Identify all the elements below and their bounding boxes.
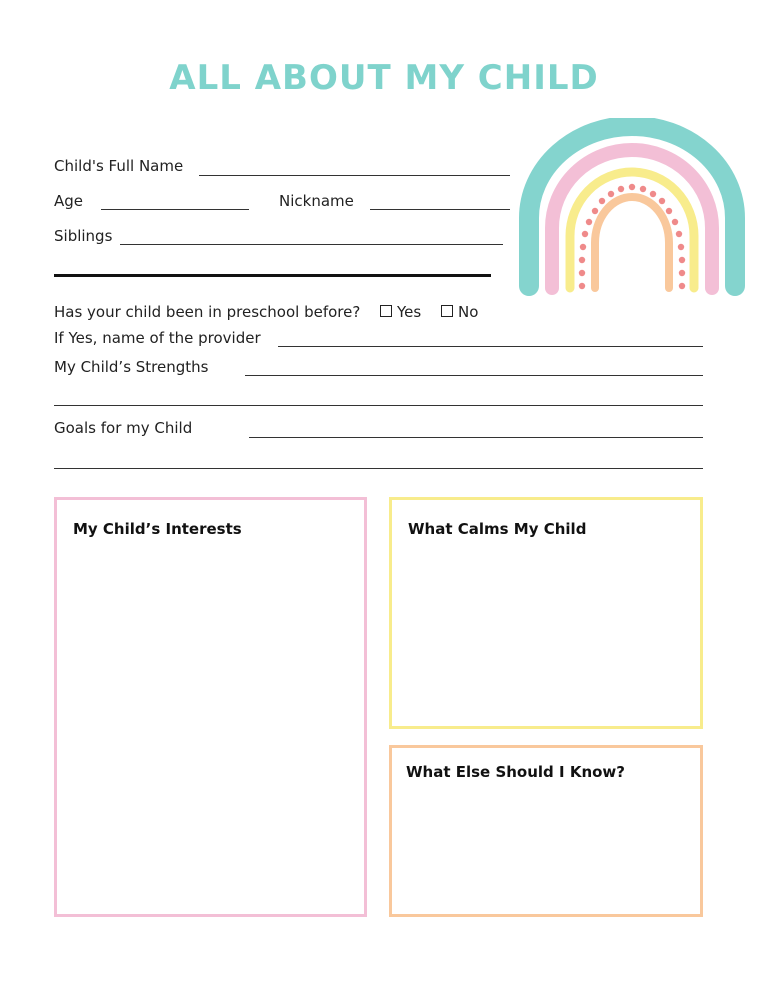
else-box-title: What Else Should I Know?	[406, 763, 625, 781]
section-divider	[54, 274, 491, 277]
rainbow-illustration	[515, 118, 750, 303]
provider-label: If Yes, name of the provider	[54, 329, 261, 347]
goals-label: Goals for my Child	[54, 419, 193, 437]
nickname-label: Nickname	[279, 192, 354, 210]
strengths-label: My Child’s Strengths	[54, 358, 209, 376]
preschool-question: Has your child been in preschool before?	[54, 303, 361, 321]
calms-box-title: What Calms My Child	[408, 520, 587, 538]
no-label: No	[458, 303, 479, 321]
age-label: Age	[54, 192, 84, 210]
provider-field[interactable]	[278, 346, 703, 347]
full-name-field[interactable]	[199, 175, 510, 176]
siblings-field[interactable]	[120, 244, 503, 245]
age-field[interactable]	[101, 209, 249, 210]
else-box[interactable]	[389, 745, 703, 917]
rainbow-arc-peach	[595, 197, 669, 288]
siblings-label: Siblings	[54, 227, 113, 245]
full-name-label: Child's Full Name	[54, 157, 184, 175]
strengths-field-line-2[interactable]	[54, 405, 703, 406]
interests-box[interactable]	[54, 497, 367, 917]
interests-box-title: My Child’s Interests	[73, 520, 242, 538]
yes-label: Yes	[397, 303, 422, 321]
goals-field-line-2[interactable]	[54, 468, 703, 469]
yes-checkbox[interactable]	[380, 305, 392, 317]
nickname-field[interactable]	[370, 209, 510, 210]
no-checkbox[interactable]	[441, 305, 453, 317]
calms-box[interactable]	[389, 497, 703, 729]
strengths-field[interactable]	[245, 375, 703, 376]
page-title: ALL ABOUT MY CHILD	[169, 58, 599, 98]
goals-field[interactable]	[249, 437, 703, 438]
